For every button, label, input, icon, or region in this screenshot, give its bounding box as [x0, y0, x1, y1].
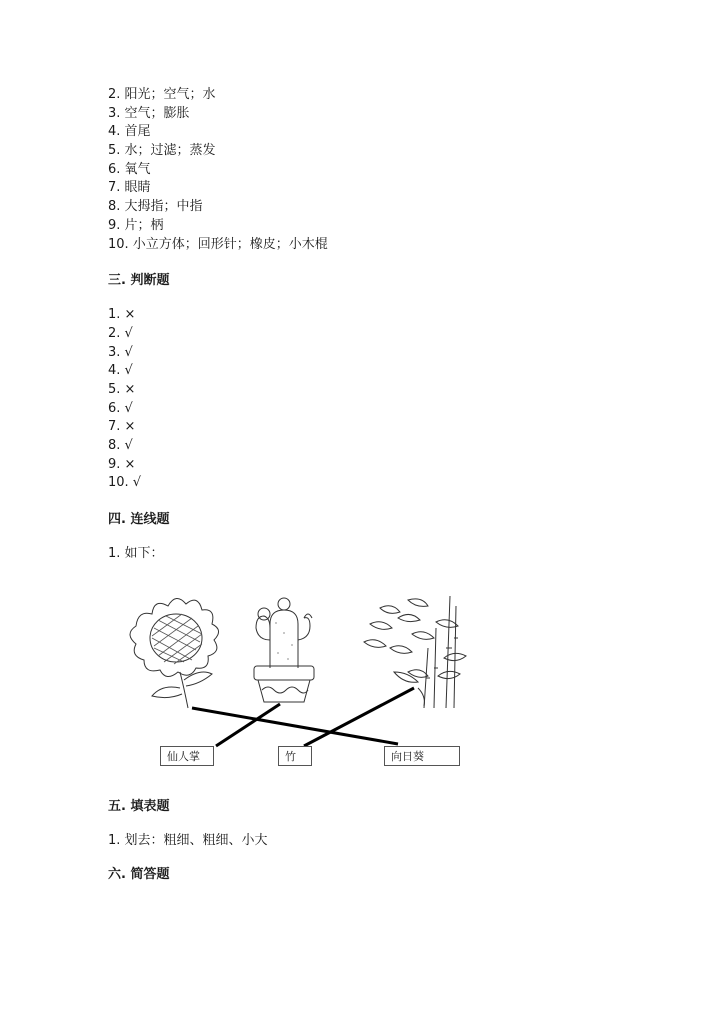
answer-line: 10. 小立方体；回形针；橡皮；小木棍	[108, 236, 328, 252]
answer-line: 9. ×	[108, 456, 136, 472]
answer-sheet	[108, 86, 668, 884]
section-5-heading: 五. 填表题	[108, 798, 170, 814]
answer-line: 7. 眼睛	[108, 180, 151, 196]
answer-line: 8. 大拇指；中指	[108, 199, 203, 215]
section-4-heading: 四. 连线题	[108, 512, 170, 528]
answer-line: 3. 空气；膨胀	[108, 105, 190, 121]
section-6-heading: 六. 简答题	[108, 867, 170, 883]
fill-table-answer: 1. 划去：粗细、粗细、小大	[108, 832, 268, 848]
fill-in-answers	[108, 86, 668, 254]
sunflower-icon	[130, 598, 219, 708]
section-3-heading: 三. 判断题	[108, 273, 170, 289]
answer-line: 10. √	[108, 475, 142, 491]
answer-line: 2. 阳光；空气；水	[108, 87, 216, 102]
answer-line: 4. 首尾	[108, 124, 151, 140]
answer-line: 1. ×	[108, 307, 136, 323]
label-bamboo: 竹	[278, 746, 312, 766]
answer-line: 7. ×	[108, 419, 136, 435]
label-sunflower: 向日葵	[384, 746, 460, 766]
answer-line: 2. √	[108, 325, 133, 341]
answer-line: 5. 水；过滤；蒸发	[108, 143, 216, 159]
matching-item: 1. 如下：	[108, 546, 164, 562]
answer-line: 4. √	[108, 363, 133, 379]
answer-line: 9. 片；柄	[108, 217, 164, 233]
cactus-icon	[254, 598, 314, 702]
answer-line: 3. √	[108, 344, 133, 360]
matching-figure	[108, 588, 478, 788]
answer-line: 5. ×	[108, 381, 136, 397]
label-cactus: 仙人掌	[160, 746, 214, 766]
answer-line: 8. √	[108, 438, 133, 453]
answer-line: 6. 氧气	[108, 161, 151, 177]
connection-lines	[192, 688, 414, 746]
plants-illustration	[108, 588, 478, 768]
answer-line: 6. √	[108, 400, 133, 416]
true-false-answers	[108, 306, 668, 493]
